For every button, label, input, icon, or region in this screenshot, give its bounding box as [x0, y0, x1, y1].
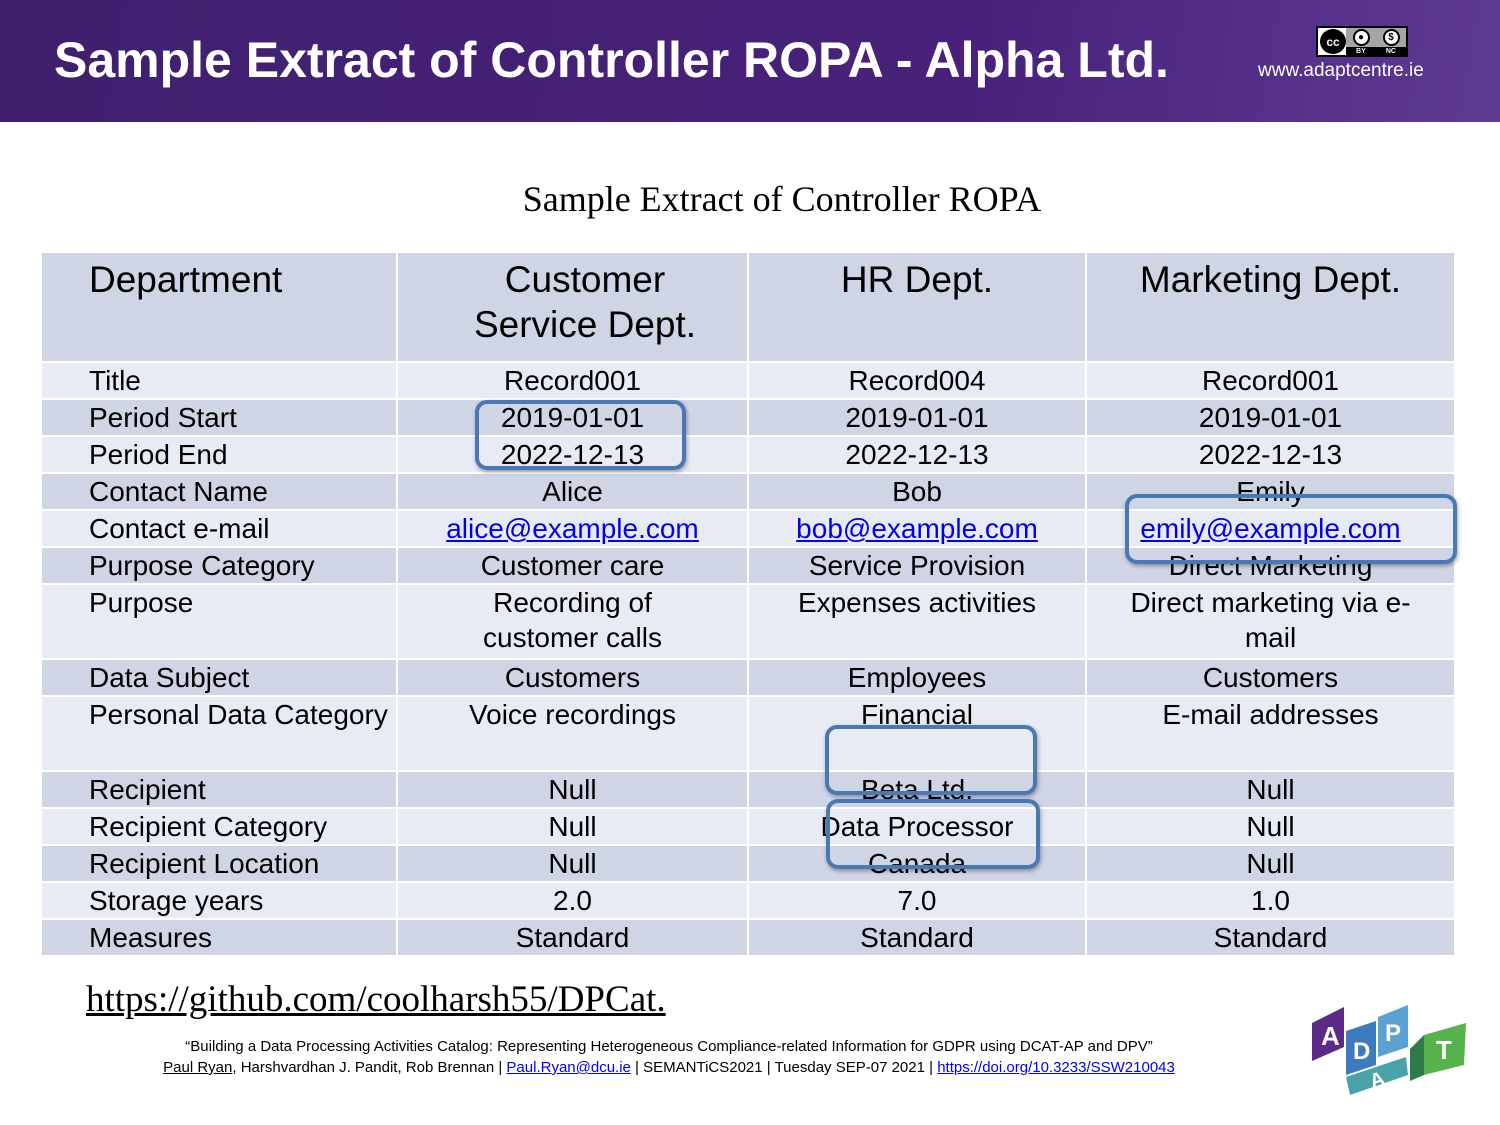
- repo-link[interactable]: https://github.com/coolharsh55/DPCat.: [86, 979, 666, 1020]
- cell: Direct Marketing: [1086, 547, 1455, 584]
- cell: Null: [1086, 771, 1455, 808]
- cell: Beta Ltd.: [748, 771, 1086, 808]
- cell: Null: [397, 845, 748, 882]
- row-label: Purpose: [41, 584, 397, 659]
- cc-icon: cc: [1320, 29, 1346, 54]
- highlight-recipient-category-box: [826, 799, 1040, 869]
- cell: [397, 510, 748, 547]
- row-label: Period Start: [41, 399, 397, 436]
- cell: 2019-01-01: [397, 399, 748, 436]
- cell: 2019-01-01: [748, 399, 1086, 436]
- nc-label: NC: [1385, 47, 1396, 55]
- row-label: Recipient Category: [41, 808, 397, 845]
- table-row: [41, 436, 1455, 473]
- cell: Recording of customer calls: [397, 584, 748, 659]
- logo-letter-t: T: [1436, 1035, 1452, 1065]
- row-label: Measures: [41, 919, 397, 956]
- cell: Record001: [1086, 362, 1455, 399]
- cell: Emily: [1086, 473, 1455, 510]
- cell: Standard: [397, 919, 748, 956]
- no-dollar-icon: $: [1383, 29, 1400, 46]
- cell: Bob: [748, 473, 1086, 510]
- citation: [60, 1036, 1278, 1078]
- logo-letter-d: D: [1353, 1038, 1371, 1065]
- cell: 2019-01-01: [1086, 399, 1455, 436]
- highlight-period-box: [475, 400, 686, 470]
- citation-authors: Paul Ryan, Harshvardhan J. Pandit, Rob Brennan | Paul.Ryan@dcu.ie | SEMANTiCS2021 | Tuesday SEP-07 2021 | https://doi.org/10.3233/SSW210043: [163, 1059, 1175, 1076]
- row-label: Title: [41, 362, 397, 399]
- cell: E-mail addresses: [1086, 696, 1455, 771]
- person-icon: ●: [1353, 29, 1370, 46]
- table-row: [41, 882, 1455, 919]
- table-row: [41, 696, 1455, 771]
- header-cell-hr: HR Dept.: [748, 252, 1086, 362]
- cell: 2022-12-13: [1086, 436, 1455, 473]
- row-label: Storage years: [41, 882, 397, 919]
- table-row: [41, 919, 1455, 956]
- table-row: [41, 659, 1455, 696]
- cell: Null: [1086, 808, 1455, 845]
- header-cell-marketing: Marketing Dept.: [1086, 252, 1455, 362]
- row-label: Recipient Location: [41, 845, 397, 882]
- cell: Employees: [748, 659, 1086, 696]
- cell: Expenses activities: [748, 584, 1086, 659]
- table-row: [41, 771, 1455, 808]
- cell: 1.0: [1086, 882, 1455, 919]
- row-label: Contact Name: [41, 473, 397, 510]
- cell: Canada: [748, 845, 1086, 882]
- header-bar: [0, 0, 1500, 122]
- doi-link[interactable]: https://doi.org/10.3233/SSW210043: [937, 1059, 1175, 1076]
- cell: 2022-12-13: [397, 436, 748, 473]
- table-row: [41, 362, 1455, 399]
- table-caption: Sample Extract of Controller ROPA: [522, 179, 1042, 219]
- highlight-marketing-email-box: [1125, 494, 1457, 564]
- logo-tile-t-shade: [1410, 1035, 1424, 1081]
- cell: Direct marketing via e-mail: [1086, 584, 1455, 659]
- cell: Financial: [748, 696, 1086, 771]
- cell: Record001: [397, 362, 748, 399]
- cell: Alice: [397, 473, 748, 510]
- by-label: BY: [1356, 47, 1366, 55]
- email-link-bob[interactable]: bob@example.com: [796, 513, 1038, 544]
- cell: Null: [397, 771, 748, 808]
- citation-paper-title: “Building a Data Processing Activities Catalog: Representing Heterogeneous Compliance-related Information for GDPR using DCAT-AP and DPV”: [185, 1038, 1153, 1055]
- logo-letter-p: P: [1385, 1020, 1402, 1047]
- logo-letter-a2: A: [1367, 1067, 1388, 1093]
- site-url[interactable]: www.adaptcentre.ie: [1258, 60, 1424, 81]
- cell: 2022-12-13: [748, 436, 1086, 473]
- email-link-emily[interactable]: emily@example.com: [1140, 513, 1401, 544]
- cell: Service Provision: [748, 547, 1086, 584]
- table-row: [41, 808, 1455, 845]
- table-row: [41, 399, 1455, 436]
- cell: Standard: [748, 919, 1086, 956]
- row-label: Period End: [41, 436, 397, 473]
- table-row: [41, 845, 1455, 882]
- cell: Standard: [1086, 919, 1455, 956]
- email-link-paul[interactable]: Paul.Ryan@dcu.ie: [506, 1059, 631, 1076]
- cell: 2.0: [397, 882, 748, 919]
- row-label: Personal Data Category: [41, 696, 397, 771]
- highlight-recipient-box: [825, 725, 1037, 795]
- cell: Voice recordings: [397, 696, 748, 771]
- cell: Customer care: [397, 547, 748, 584]
- header-cell-department: Department: [41, 252, 397, 362]
- cell: Data Processor: [748, 808, 1086, 845]
- cell: Customers: [1086, 659, 1455, 696]
- cell: Null: [397, 808, 748, 845]
- slide-title: Sample Extract of Controller ROPA - Alpha Ltd.: [54, 32, 1169, 88]
- row-label: Data Subject: [41, 659, 397, 696]
- logo-letter-a: A: [1321, 1021, 1340, 1051]
- cell: Customers: [397, 659, 748, 696]
- row-label: Contact e-mail: [41, 510, 397, 547]
- author-link[interactable]: Paul Ryan: [163, 1059, 233, 1076]
- cell: Null: [1086, 845, 1455, 882]
- cc-license-badge[interactable]: [1316, 26, 1408, 57]
- cell: Record004: [748, 362, 1086, 399]
- header-cell-customer-service: Customer Service Dept.: [397, 252, 748, 362]
- row-label: Recipient: [41, 771, 397, 808]
- row-label: Purpose Category: [41, 547, 397, 584]
- email-link-alice[interactable]: alice@example.com: [446, 513, 699, 544]
- adapt-logo: [1310, 995, 1470, 1100]
- ropa-table: [40, 251, 1456, 957]
- table-row: [41, 584, 1455, 659]
- cell: 7.0: [748, 882, 1086, 919]
- cell: [748, 510, 1086, 547]
- table-header-row: [41, 252, 1455, 362]
